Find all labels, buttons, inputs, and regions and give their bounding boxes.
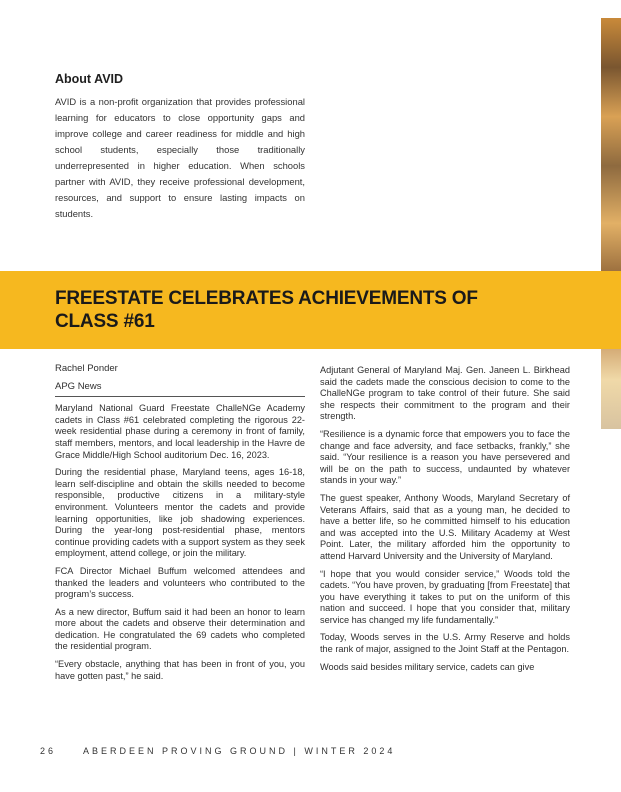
headline-line-1: FREESTATE CELEBRATES ACHIEVEMENTS OF [55,288,478,309]
headline-line-2: CLASS #61 [55,311,155,332]
paragraph: “Resilience is a dynamic force that empowers you to face the change and face adversity, and face setbacks, frankly,” she said. “Your resilience is a reason you have persevered and will be on the path to success, undaunted by whatever stands in your way.” [320,428,570,486]
paragraph: “I hope that you would consider service,” Woods told the cadets. “You have proven, by graduating [from Freestate] that you have everything it takes to put on the uniform of this nation and succeed. I hope that you consider that, military service has changed my life fundamentally.” [320,568,570,625]
paragraph: Woods said besides military service, cadets can give [320,661,535,672]
page-number: 26 [40,746,57,756]
headline-banner [0,271,621,349]
cropped-photo [601,18,621,429]
paragraph: The guest speaker, Anthony Woods, Maryland Secretary of Veterans Affairs, said that as a young man, he decided to have a better life, so he committed himself to his education and was accepted into the U.S. Military Academy at West Point. Later, the military afforded him the opportunity to attend Harvard University and the University of Maryland. [320,492,570,561]
paragraph: Maryland National Guard Freestate ChalleNGe Academy cadets in Class #61 celebrated completing the rigorous 22-week residential phase during a ceremony in front of family, staff members, mentors, and local leadership in the Havre de Grace Middle/High School auditorium Dec. 16, 2023. [55,403,305,460]
paragraph: Adjutant General of Maryland Maj. Gen. Janeen L. Birkhead said the cadets made the conscious decision to come to the ChalleNGe program to take control of their future. She said she respects their commitment to the program and their strength. [320,365,570,422]
paragraph: During the residential phase, Maryland teens, ages 16-18, learn self-discipline and obtain the skills needed to become responsible, productive citizens in a military-style environment. Volunteers mentor the cadets and provide learning opportunities, like job shadowing experiences. During the year-long post-residential phase, mentors continue providing cadets with a support system as they seek employment, attend college, or join the military. [55,467,305,559]
page-footer [40,746,395,756]
about-body: AVID is a non-profit organization that provides professional learning for educators to close opportunity gaps and improve college and career readiness for middle and high school students, especially those traditionally underrepresented in higher education. When schools partner with AVID, they receive professional development, resources, and support to ensure lasting impacts on students. [55,96,305,219]
article-column-right [320,365,570,679]
article-headline [55,287,535,333]
author: Rachel Ponder [55,363,118,374]
paragraph: As a new director, Buffum said it had been an honor to learn more about the cadets and observe their determination and dedication. He congratulated the 69 cadets who completed the residential program. [55,606,305,652]
about-heading: About AVID [55,72,124,86]
outlet: APG News [55,381,305,398]
paragraph: FCA Director Michael Buffum welcomed attendees and thanked the leaders and volunteers who contributed to the program’s success. [55,565,305,600]
paragraph: Today, Woods serves in the U.S. Army Reserve and holds the rank of major, assigned to the Joint Staff at the Pentagon. [320,632,570,655]
publication-title: ABERDEEN PROVING GROUND | WINTER 2024 [83,746,396,756]
paragraph: “Every obstacle, anything that has been in front of you, you have gotten past,” he said. [55,659,305,681]
about-avid-sidebar [55,72,305,222]
article-column-left [55,363,305,688]
